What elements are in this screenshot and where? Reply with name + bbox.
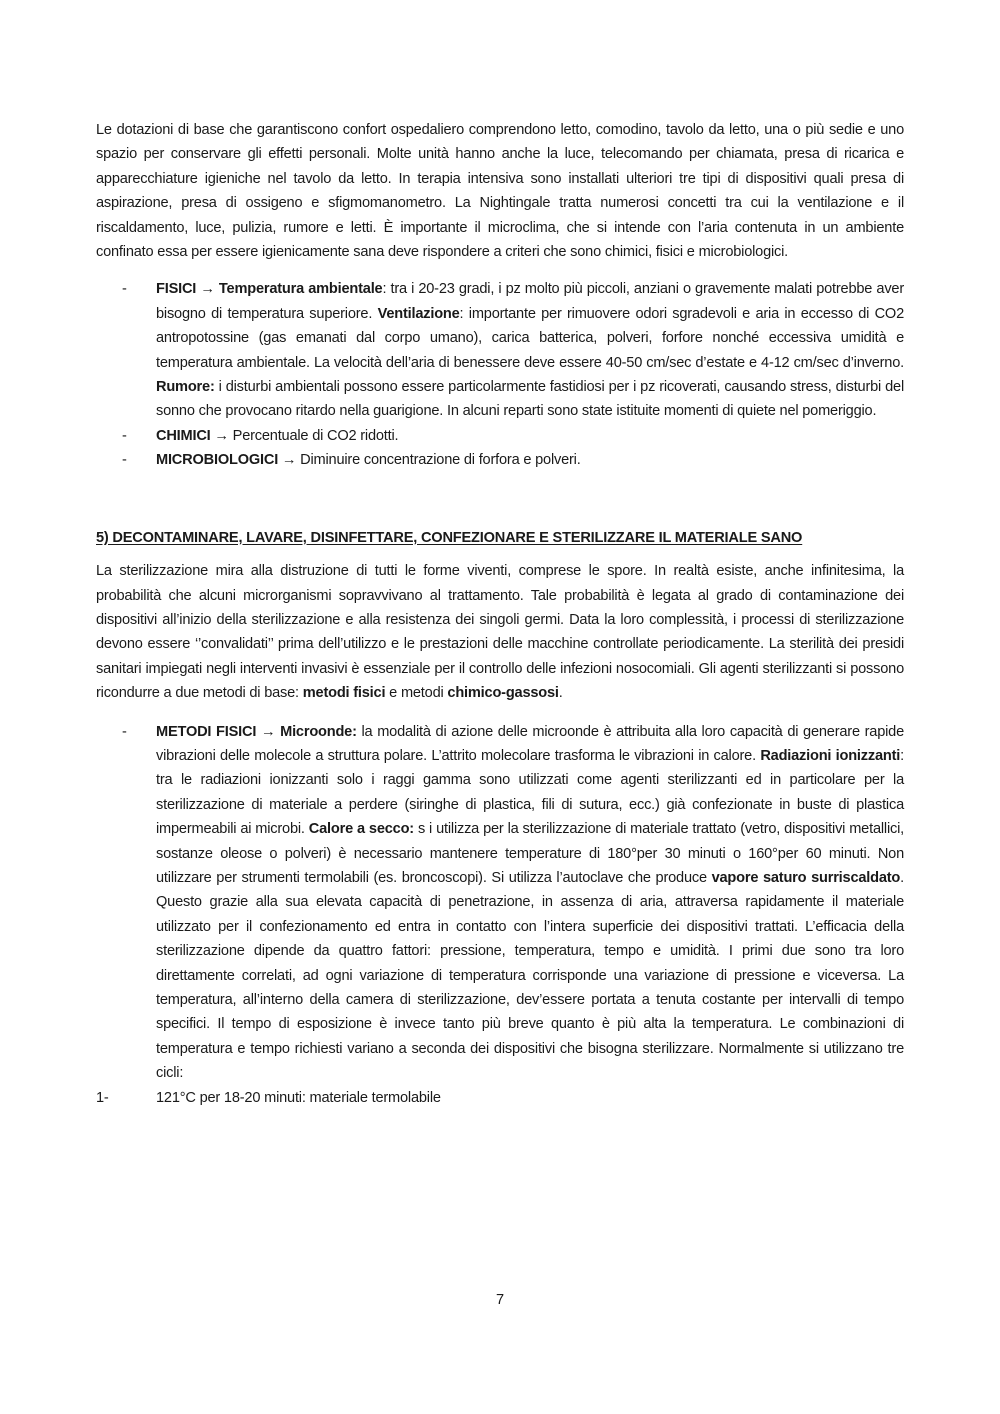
list-dash-marker: - bbox=[122, 281, 127, 298]
arrow-chimici: → bbox=[210, 427, 233, 444]
term-ventilazione: Ventilazione bbox=[377, 305, 460, 322]
list-item-cycle-1 bbox=[96, 1086, 904, 1110]
text-chimici: Percentuale di CO2 ridotti. bbox=[232, 427, 399, 444]
arrow-metodi-fisici: → bbox=[256, 723, 281, 740]
text-rumore: i disturbi ambientali possono essere particolarmente fastidiosi per i pz ricoverati, causando stress, disturbi del sonno che provocano ritardo nella guarigione. In alcuni reparti sono state istituite momenti di quiete nel pomeriggio. bbox=[156, 379, 904, 420]
sterilization-paragraph bbox=[96, 559, 904, 705]
microclimate-criteria-list bbox=[96, 277, 904, 472]
sterilization-text-mid: e metodi bbox=[385, 685, 448, 702]
text-microonde: la modalità di azione delle microonde è attribuita alla loro capacità di generare rapide vibrazioni delle molecole a struttura polare. L’attrito molecolare trasforma le vibrazioni in calore. bbox=[156, 723, 904, 764]
text-temperatura-ambientale: : tra i 20-23 gradi, i pz molto più piccoli, anziani o gravemente malati potrebbe aver bisogno di temperatura superiore. bbox=[156, 281, 904, 322]
term-metodi-fisici-heading: METODI FISICI bbox=[156, 723, 257, 740]
list-item-fisici bbox=[96, 277, 904, 423]
text-ventilazione: : importante per rimuovere odori sgradevoli e aria in eccesso di CO2 antropotossine (gas emanati dal corpo umano), carica batterica, polveri, forfore nonché eccessiva umidità e temperatura ambientale. La velocità dell’aria di benessere deve essere 40-50 cm/sec d’estate e 4-12 cm/sec d’inverno. bbox=[156, 305, 904, 371]
term-radiazioni-ionizzanti: Radiazioni ionizzanti bbox=[760, 747, 901, 764]
list-item-microbiologici bbox=[96, 448, 904, 472]
term-microonde: Microonde: bbox=[280, 723, 357, 740]
term-chimici: CHIMICI bbox=[156, 427, 211, 444]
term-metodi-fisici: metodi fisici bbox=[302, 685, 386, 702]
term-calore-a-secco: Calore a secco: bbox=[308, 821, 414, 838]
term-microbiologici: MICROBIOLOGICI bbox=[156, 452, 279, 469]
list-item-metodi-fisici bbox=[96, 720, 904, 1086]
term-rumore: Rumore: bbox=[156, 379, 215, 396]
intro-paragraph bbox=[96, 118, 904, 264]
list-dash-marker: - bbox=[122, 723, 127, 740]
text-radiazioni-ionizzanti: : tra le radiazioni ionizzanti solo i raggi gamma sono utilizzati come agenti sterilizzanti ed in particolare per la sterilizzazione di materiale a perdere (siringhe di plastica, fili di sutura, ecc.) già confezionate in buste di plastica impermeabili ai microbi. bbox=[156, 747, 904, 838]
text-cycle-1: 121°C per 18-20 minuti: materiale termolabile bbox=[156, 1089, 441, 1106]
term-temperatura-ambientale: Temperatura ambientale bbox=[218, 281, 383, 298]
section-heading: 5) DECONTAMINARE, LAVARE, DISINFETTARE, CONFEZIONARE E STERILIZZARE IL MATERIALE SANO bbox=[96, 529, 803, 546]
sterilization-cycles-list bbox=[96, 1086, 904, 1110]
term-fisici: FISICI bbox=[156, 281, 197, 298]
sterilization-text: La sterilizzazione mira alla distruzione di tutti le forme viventi, comprese le spore. In realtà esiste, anche infinitesima, la probabilità che alcuni microrganismi sopravvivano al trattamento. Tale probabilità è legata al grado di contaminazione dei dispositivi all’inizio della sterilizzazione e alla resistenza dei singoli germi. Data la loro complessità, i processi di sterilizzazione devono essere ‘’convalidati’’ prima dell’utilizzo e le prestazioni delle macchine controllate periodicamente. La sterilità dei presidi sanitari impiegati negli interventi invasivi è essenziale per il controllo delle infezioni nosocomiali. Gli agenti sterilizzanti si possono ricondurre a due metodi di base: bbox=[96, 563, 904, 702]
list-number-marker: 1- bbox=[96, 1089, 109, 1106]
list-dash-marker: - bbox=[122, 427, 127, 444]
text-calore-a-secco: s i utilizza per la sterilizzazione di materiale trattato (vetro, dispositivi metallici, sostanze oleose o polveri) è necessario mantenere temperature di 180°per 30 minuti o 160°per 60 minuti. Non utilizzare per strumenti termolabili (es. broncoscopi). Si utilizza l’autoclave che produce bbox=[156, 821, 904, 886]
arrow-fisici: → bbox=[196, 281, 219, 298]
page-number: 7 bbox=[495, 1292, 505, 1308]
text-microbiologici: Diminuire concentrazione di forfora e polveri. bbox=[300, 452, 581, 469]
text-vapore-saturo: . Questo grazie alla sua elevata capacità di penetrazione, in assenza di aria, attraversa rapidamente il materiale utilizzato per il confezionamento ed entra in contatto con l’intera superficie dei dispositivi trattati. L’efficacia della sterilizzazione dipende da quattro fattori: pressione, temperatura, tempo e umidità. I primi due sono tra loro direttamente correlati, ad ogni variazione di temperatura corrisponde una variazione di pressione e viceversa. La temperatura, all’interno della camera di sterilizzazione, dev’essere portata a tenuta costante per intervalli di tempo specifici. Il tempo di esposizione è invece tanto più breve quanto è più alta la temperatura. Le combinazioni di temperatura e tempo richiesti variano a seconda dei dispositivi che bisogna sterilizzare. Normalmente si utilizzano tre cicli: bbox=[156, 869, 904, 1082]
sterilization-text-end: . bbox=[558, 685, 563, 702]
term-vapore-saturo: vapore saturo surriscaldato bbox=[711, 869, 901, 886]
arrow-microbiologici: → bbox=[278, 452, 301, 469]
list-item-chimici bbox=[96, 424, 904, 448]
sterilization-methods-list bbox=[96, 720, 904, 1086]
document-page bbox=[96, 118, 904, 1110]
term-chimico-gassosi: chimico-gassosi bbox=[447, 685, 559, 702]
intro-text: Le dotazioni di base che garantiscono confort ospedaliero comprendono letto, comodino, tavolo da letto, una o più sedie e uno spazio per conservare gli effetti personali. Molte unità hanno anche la luce, telecomando per chiamata, presa di ricarica e apparecchiature igieniche nel tavolo da letto. In terapia intensiva sono installati ulteriori tre tipi di dispositivi quali presa di aspirazione, presa di ossigeno e sfigmomanometro. La Nightingale tratta numerosi concetti tra cui la ventilazione e il riscaldamento, luce, pulizia, rumore e letti. È importante il microclima, che si intende con l’aria contenuta in un ambiente confinato essa per essere igienicamente sana deve rispondere a criteri che sono chimici, fisici e microbiologici. bbox=[96, 122, 904, 261]
list-dash-marker: - bbox=[122, 452, 127, 469]
